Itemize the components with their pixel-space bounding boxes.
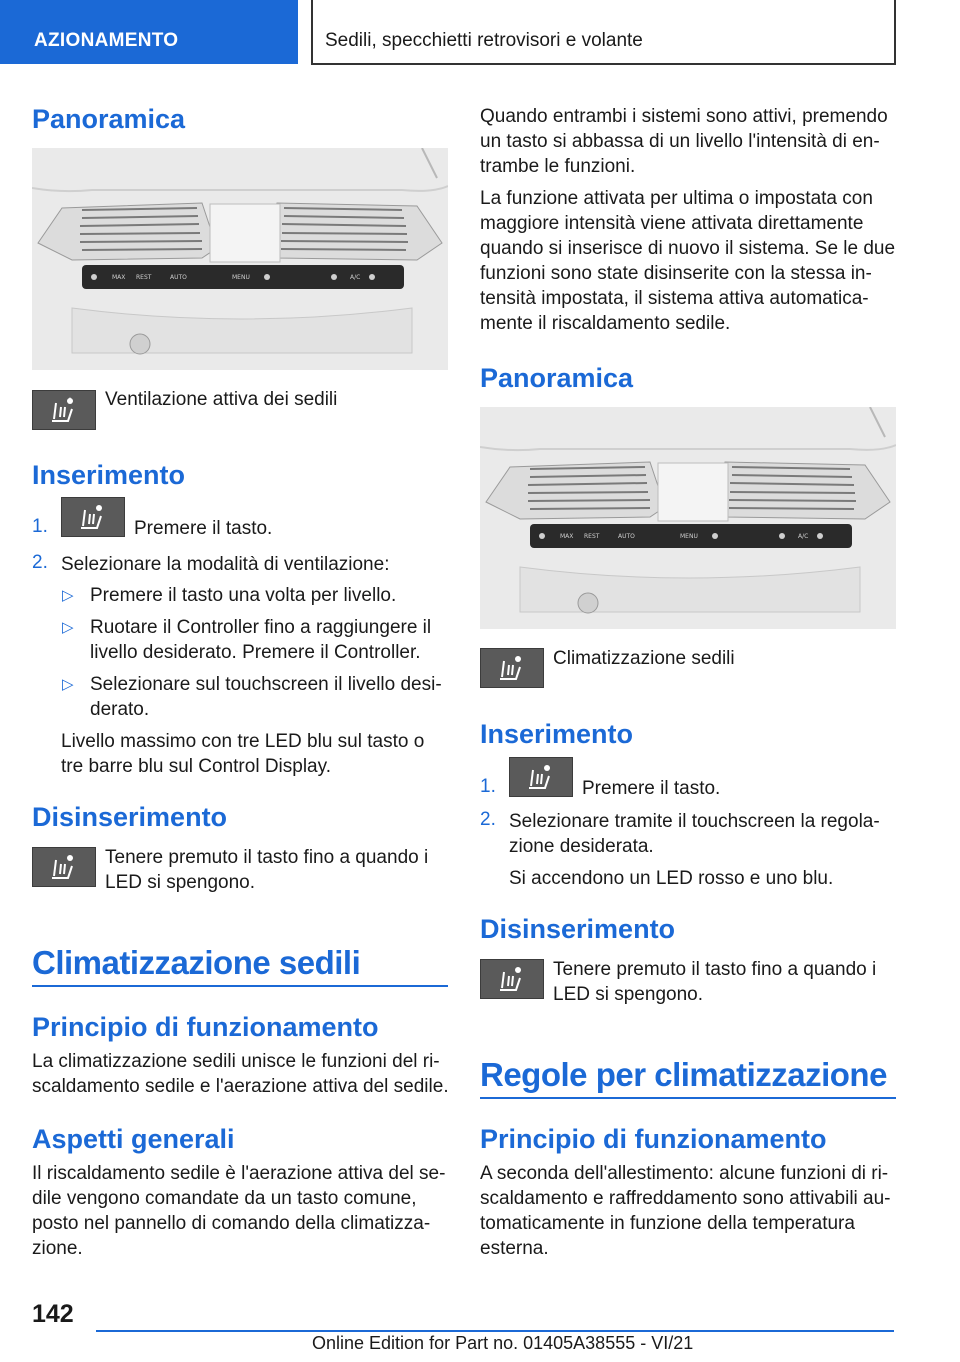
general-text: Il riscaldamento sedile è l'aerazione attiva del se- — [32, 1163, 446, 1184]
seat-fan-icon — [77, 502, 109, 532]
panel-label-rest: REST — [584, 533, 600, 540]
step-number: 2. — [32, 552, 48, 573]
principle-text: La climatizzazione sedili unisce le funzioni del ri- — [32, 1051, 440, 1072]
ventilation-icon-caption: Ventilazione attiva dei sedili — [105, 389, 338, 410]
seat-fan-icon — [496, 964, 528, 994]
deactivation-text: Tenere premuto il tasto fino a quando i — [553, 959, 877, 980]
section-rule — [480, 1097, 896, 1099]
deactivation-heading: Disinserimento — [32, 802, 228, 832]
section-title: Climatizzazione sedili — [32, 944, 361, 981]
step-text: Premere il tasto. — [582, 778, 721, 799]
section-title-right: Regole per climatizzazione — [480, 1056, 887, 1093]
principle-text: scaldamento sedile e l'aerazione attiva del sedile. — [32, 1076, 449, 1097]
step-text: Premere il tasto. — [134, 518, 273, 539]
seat-ventilation-button-icon — [32, 390, 96, 430]
step-text: zione desiderata. — [509, 836, 654, 857]
seat-fan-icon — [48, 395, 80, 425]
panel-label-ac: A/C — [798, 533, 809, 540]
panel-label-menu: MENU — [680, 533, 698, 540]
deactivation-text: Tenere premuto il tasto fino a quando i — [105, 847, 429, 868]
step-number: 2. — [480, 809, 496, 830]
climate-icon-caption: Climatizzazione sedili — [553, 648, 735, 669]
seat-climate-button-icon — [32, 847, 96, 887]
step-text: Selezionare tramite il touchscreen la regola- — [509, 811, 880, 832]
page-number: 142 — [32, 1300, 74, 1328]
seat-fan-icon — [48, 852, 80, 882]
dashboard-photo — [32, 148, 448, 370]
section-rule — [32, 985, 448, 987]
principle-text: esterna. — [480, 1238, 549, 1259]
triangle-right-icon: ▷ — [62, 619, 74, 636]
intro-text-2: maggiore intensità viene attivata direttamente — [480, 213, 864, 234]
bullet-text: derato. — [90, 699, 150, 720]
deactivation-text: LED si spengono. — [553, 984, 703, 1005]
header-divider-right — [894, 0, 896, 64]
deactivation-text: LED si spengono. — [105, 872, 255, 893]
dashboard-illustration — [480, 407, 896, 629]
seat-fan-icon — [525, 762, 557, 792]
seat-fan-icon — [496, 653, 528, 683]
footer-edition: Online Edition for Part no. 01405A38555 - VI/21 — [312, 1333, 694, 1353]
triangle-right-icon: ▷ — [62, 587, 74, 604]
step-result: Si accendono un LED rosso e uno blu. — [509, 868, 834, 889]
panel-label-menu: MENU — [232, 274, 250, 281]
panel-label-max: MAX — [560, 533, 574, 540]
general-text: zione. — [32, 1238, 83, 1259]
general-text: dile vengono comandate da un tasto comune, — [32, 1188, 417, 1209]
bullet-text: Ruotare il Controller fino a raggiungere il — [90, 617, 432, 638]
bullet-text: Selezionare sul touchscreen il livello desi- — [90, 674, 442, 695]
activation-heading-right: Inserimento — [480, 719, 634, 749]
header-divider — [311, 0, 313, 64]
step-number: 1. — [480, 776, 496, 797]
principle-text: scaldamento e raffreddamento sono attivabili au- — [480, 1188, 891, 1209]
seat-ventilation-button-icon — [61, 497, 125, 537]
panel-label-max: MAX — [112, 274, 126, 281]
panel-label-ac: A/C — [350, 274, 361, 281]
intro-text-2: tensità impostata, il sistema attiva automatica- — [480, 288, 869, 309]
principle-heading-right: Principio di funzionamento — [480, 1124, 827, 1154]
step-number: 1. — [32, 516, 48, 537]
note-text: tre barre blu sul Control Display. — [61, 756, 331, 777]
triangle-right-icon: ▷ — [62, 676, 74, 693]
activation-heading: Inserimento — [32, 460, 186, 490]
seat-climate-button-icon — [480, 959, 544, 999]
dashboard-photo-right — [480, 407, 896, 629]
intro-text-2: quando si inserisce di nuovo il sistema. Se le due — [480, 238, 896, 259]
intro-text: Quando entrambi i sistemi sono attivi, premendo — [480, 106, 888, 127]
intro-text-2: mente il riscaldamento sedile. — [480, 313, 731, 334]
bullet-text: livello desiderato. Premere il Controller. — [90, 642, 421, 663]
header-underline — [311, 63, 896, 65]
panel-label-rest: REST — [136, 274, 152, 281]
page-header — [0, 0, 960, 64]
note-text: Livello massimo con tre LED blu sul tasto o — [61, 731, 425, 752]
deactivation-heading-right: Disinserimento — [480, 914, 676, 944]
intro-text: un tasto si abbassa di un livello l'intensità di en- — [480, 131, 880, 152]
intro-text-2: La funzione attivata per ultima o impostata con — [480, 188, 873, 209]
footer-rule — [96, 1330, 894, 1332]
panel-label-auto: AUTO — [618, 533, 635, 540]
bullet-text: Premere il tasto una volta per livello. — [90, 585, 397, 606]
header-section-tab: AZIONAMENTO — [0, 0, 298, 64]
general-text: posto nel pannello di comando della climatizza- — [32, 1213, 431, 1234]
overview-heading-right: Panoramica — [480, 363, 634, 393]
principle-text: tomaticamente in funzione della temperatura — [480, 1213, 855, 1234]
overview-heading: Panoramica — [32, 104, 186, 134]
step-text: Selezionare la modalità di ventilazione: — [61, 554, 390, 575]
panel-label-auto: AUTO — [170, 274, 187, 281]
intro-text: trambe le funzioni. — [480, 156, 636, 177]
header-title: Sedili, specchietti retrovisori e volante — [325, 30, 643, 51]
principle-text: A seconda dell'allestimento: alcune funzioni di ri- — [480, 1163, 889, 1184]
principle-heading: Principio di funzionamento — [32, 1012, 379, 1042]
seat-climate-button-icon — [509, 757, 573, 797]
intro-text-2: funzioni sono state disinserite con la stessa in- — [480, 263, 872, 284]
dashboard-illustration — [32, 148, 448, 370]
seat-climate-button-icon — [480, 648, 544, 688]
general-heading: Aspetti generali — [32, 1124, 235, 1154]
